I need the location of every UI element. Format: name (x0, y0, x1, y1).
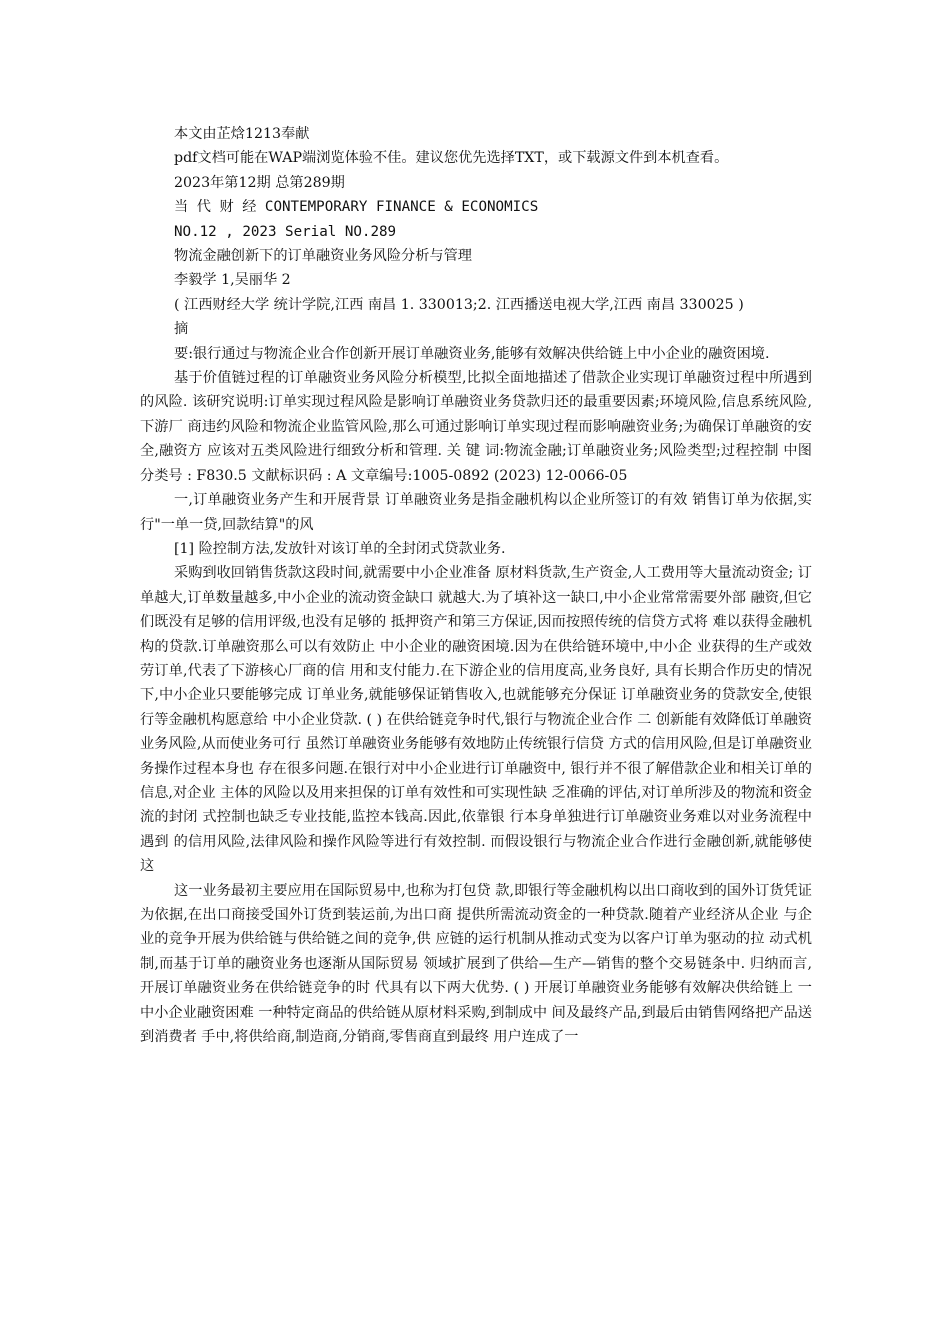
document-page (140, 122, 812, 1049)
serial-line: NO.12 , 2023 Serial NO.289 (174, 223, 397, 240)
issue-line: 2023年第12期 总第289期 (174, 174, 345, 191)
article-title: 物流金融创新下的订单融资业务风险分析与管理 (174, 248, 472, 265)
abstract-paragraph-2: 基于价值链过程的订单融资业务风险分析模型,比拟全面地描述了借款企业实现订单融资过程中所遇到的风险. 该研究说明:订单实现过程风险是影响订单融资业务贷款归还的最重要因素;环境风险,信息系统风险,下游厂 商违约风险和物流企业监管风险,那么可通过影响订单实现过程而影响融资业务;为确保订单融资的安全,融资方 应该对五类风险进行细致分析和管理. 关 键 词:物流金融;订单融资业务;风险类型;过程控制 中图分类号 : F830.5 文献标识码 : A 文章编号:1005-0892 (2023) 12-0066-05 (140, 370, 812, 484)
affiliation: ( 江西财经大学 统计学院,江西 南昌 1. 330013;2. 江西播送电视大学,江西 南昌 330025 ) (174, 296, 744, 313)
contributor-line: 本文由芷焓1213奉献 (174, 126, 310, 142)
body-paragraph-trade-origin: 这一业务最初主要应用在国际贸易中,也称为打包贷 款,即银行等金融机构以出口商收到的国外订货凭证 为依据,在出口商接受国外订货到装运前,为出口商 提供所需流动资金的一种贷款.随着产业经济从企业 与企业的竞争开展为供给链与供给链之间的竞争,供 应链的运行机制从推动式变为以客户订单为驱动的拉 动式机制,而基于订单的融资业务也逐渐从国际贸易 领域扩展到了供给—生产—销售的整个交易链条中. 归纳而言,开展订单融资业务在供给链竞争的时 代具有以下两大优势. ( ) 开展订单融资业务能够有效解决供给链上 一 中小企业融资困难 一种特定商品的供给链从原材料采购,到制成中 间及最终产品,到最后由销售网络把产品送到消费者 手中,将供给商,制造商,分销商,零售商直到最终 用户连成了一 (140, 882, 812, 1046)
abstract-paragraph-1: 要:银行通过与物流企业合作创新开展订单融资业务,能够有效解决供给链上中小企业的融资困境. (174, 345, 770, 362)
journal-name: 当 代 财 经 CONTEMPORARY FINANCE & ECONOMICS (174, 199, 539, 216)
body-paragraph-background: 一,订单融资业务产生和开展背景 订单融资业务是指金融机构以企业所签订的有效 销售订单为依据,实行"一单一贷,回款结算"的风 (140, 492, 812, 533)
abstract-label: 摘 (174, 321, 189, 338)
download-notice: pdf文档可能在WAP端浏览体验不佳。建议您优先选择TXT，或下载源文件到本机查看。 (174, 150, 729, 167)
authors: 李毅学 1,吴丽华 2 (174, 272, 291, 289)
body-paragraph-reference: [1] 险控制方法,发放针对该订单的全封闭式贷款业务. (174, 540, 506, 557)
body-paragraph-sme-financing: 采购到收回销售货款这段时间,就需要中小企业准备 原材料货款,生产资金,人工费用等大量流动资金; 订单越大,订单数量越多,中小企业的流动资金缺口 就越大.为了填补这一缺口,中小企业常常需要外部 融资,但它们既没有足够的信用评级,也没有足够的 抵押资产和第三方保证,因而按照传统的信贷方式将 难以获得金融机构的贷款.订单融资那么可以有效防止 中小企业的融资困境.因为在供给链环境中,中小企 业获得的生产或效劳订单,代表了下游核心厂商的信 用和支付能力.在下游企业的信用度高,业务良好, 具有长期合作历史的情况下,中小企业只要能够完成 订单业务,就能够保证销售收入,也就能够充分保证 订单融资业务的贷款安全,使银行等金融机构愿意给 中小企业贷款. ( ) 在供给链竞争时代,银行与物流企业合作 二 创新能有效降低订单融资业务风险,从而使业务可行 虽然订单融资业务能够有效地防止传统银行信贷 方式的信用风险,但是订单融资业务操作过程本身也 存在很多问题.在银行对中小企业进行订单融资中, 银行并不很了解借款企业和相关订单的信息,对企业 主体的风险以及用来担保的订单有效性和可实现性缺 乏准确的评估,对订单所涉及的物流和资金流的封闭 式控制也缺乏专业技能,监控本钱高.因此,依靠银 行本身单独进行订单融资业务难以对业务流程中遇到 的信用风险,法律风险和操作风险等进行有效控制. 而假设银行与物流企业合作进行金融创新,就能够使这 (140, 565, 812, 875)
